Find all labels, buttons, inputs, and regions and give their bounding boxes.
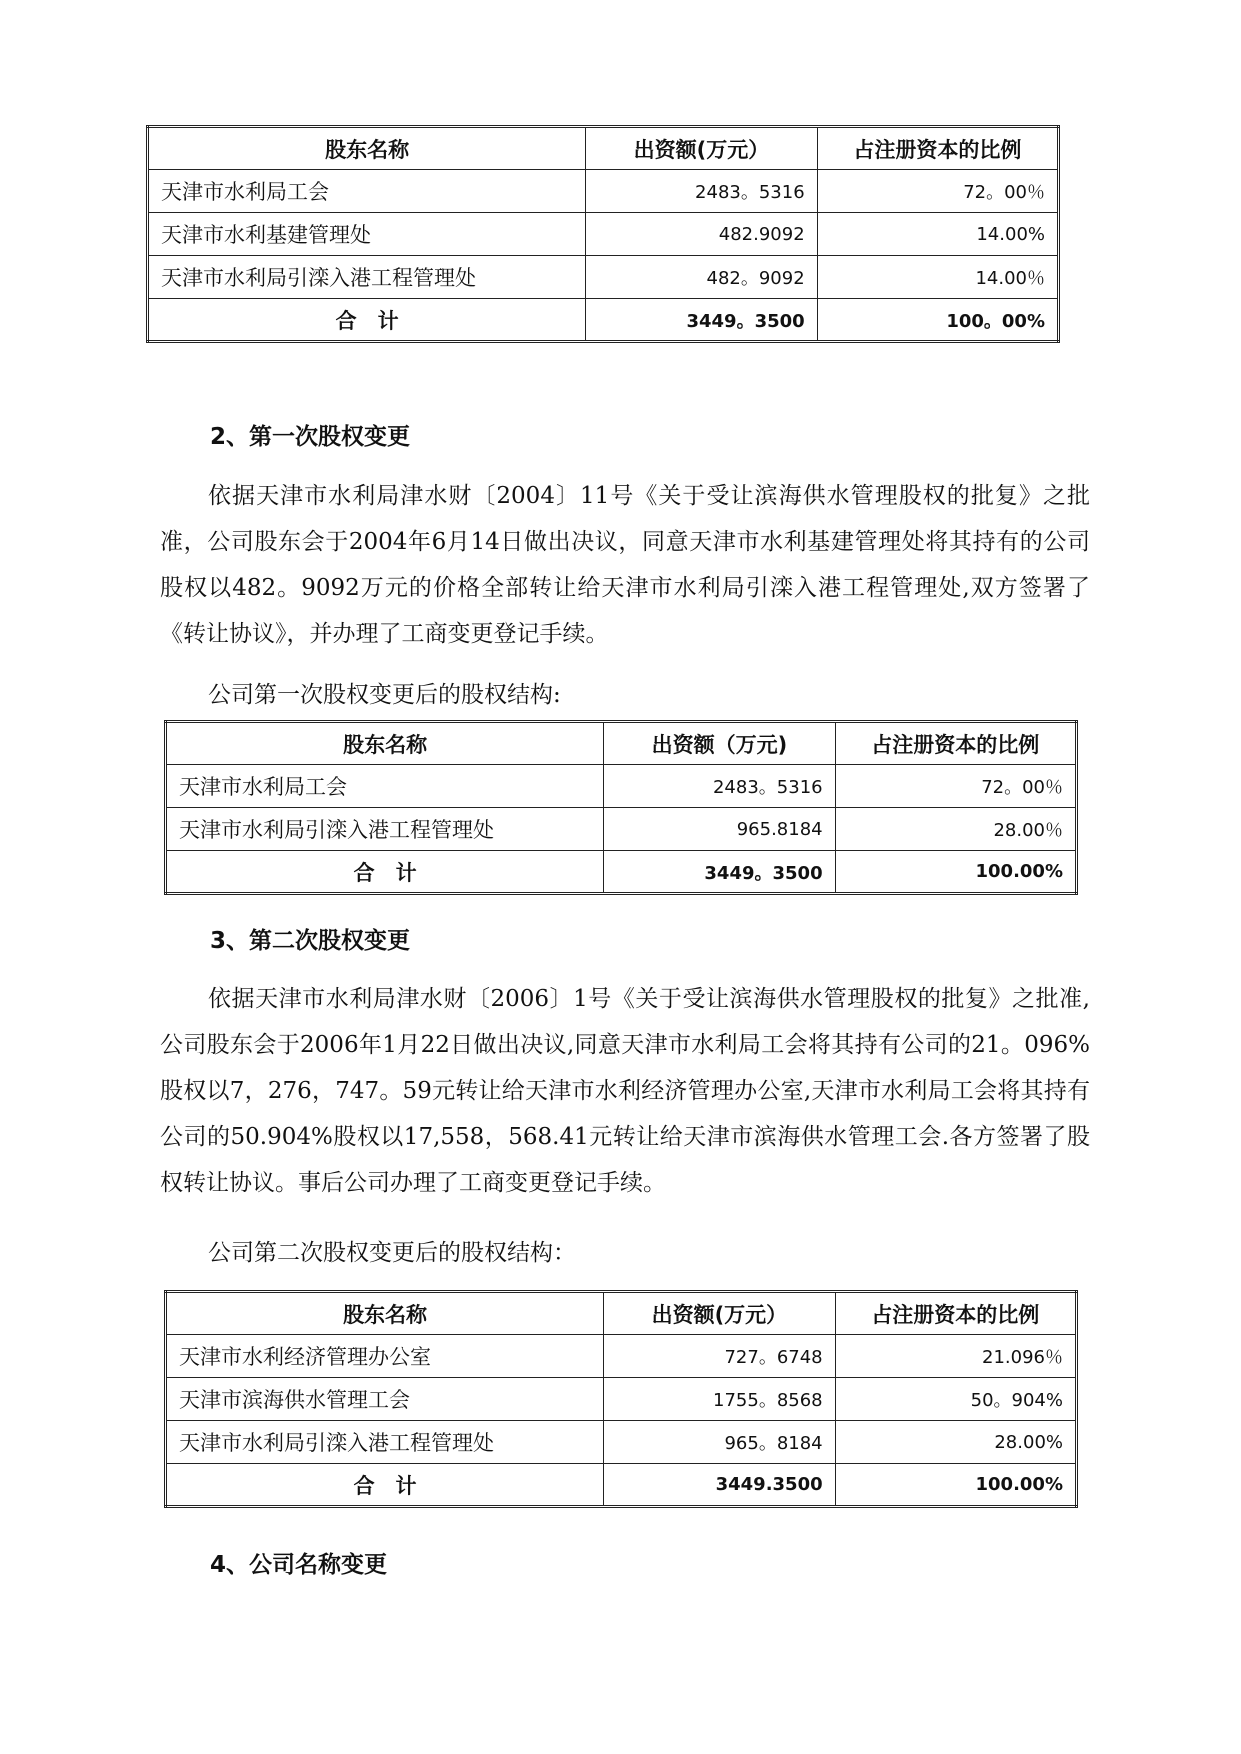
- contribution-amount: 482.9092: [586, 213, 817, 256]
- contribution-amount: 965。8184: [604, 1421, 836, 1464]
- total-ratio: 100。00%: [817, 299, 1058, 342]
- contribution-amount: 482。9092: [586, 256, 817, 299]
- total-ratio: 100.00%: [835, 851, 1076, 894]
- table-header-row: [166, 722, 1077, 765]
- total-label: 合 计: [166, 851, 604, 894]
- header-contribution: 出资额(万元）: [604, 1292, 836, 1335]
- section-heading-name-change: 4、公司名称变更: [210, 1552, 388, 1578]
- header-contribution: 出资额(万元）: [586, 127, 817, 170]
- capital-ratio: 72。00％: [817, 170, 1058, 213]
- table-row: [166, 1421, 1077, 1464]
- table-row: [166, 808, 1077, 851]
- capital-ratio: 28.00％: [835, 808, 1076, 851]
- table-total-row: [148, 299, 1059, 342]
- capital-ratio: 14.00%: [817, 213, 1058, 256]
- header-ratio: 占注册资本的比例: [835, 722, 1076, 765]
- shareholder-table-3: [164, 1290, 1078, 1508]
- header-contribution: 出资额（万元): [604, 722, 835, 765]
- shareholder-name: 天津市水利局工会: [166, 765, 604, 808]
- shareholder-name: 天津市水利局引滦入港工程管理处: [166, 808, 604, 851]
- contribution-amount: 2483。5316: [604, 765, 835, 808]
- shareholder-table-2: [164, 720, 1078, 895]
- total-contribution: 3449.3500: [604, 1464, 836, 1507]
- shareholder-table-1: [146, 125, 1060, 343]
- header-shareholder-name: 股东名称: [166, 722, 604, 765]
- contribution-amount: 2483。5316: [586, 170, 817, 213]
- section-heading-first-change: 2、第一次股权变更: [210, 424, 411, 450]
- table-header-row: [166, 1292, 1077, 1335]
- capital-ratio: 72。00％: [835, 765, 1076, 808]
- table-header-row: [148, 127, 1059, 170]
- contribution-amount: 1755。8568: [604, 1378, 836, 1421]
- total-contribution: 3449。3500: [604, 851, 835, 894]
- shareholder-name: 天津市水利经济管理办公室: [166, 1335, 604, 1378]
- header-ratio: 占注册资本的比例: [817, 127, 1058, 170]
- total-ratio: 100.00%: [835, 1464, 1076, 1507]
- table-row: [166, 1378, 1077, 1421]
- shareholder-name: 天津市滨海供水管理工会: [166, 1378, 604, 1421]
- total-label: 合 计: [148, 299, 586, 342]
- shareholder-name: 天津市水利基建管理处: [148, 213, 586, 256]
- table-total-row: [166, 1464, 1077, 1507]
- shareholder-name: 天津市水利局引滦入港工程管理处: [148, 256, 586, 299]
- total-label: 合 计: [166, 1464, 604, 1507]
- capital-ratio: 21.096％: [835, 1335, 1076, 1378]
- total-contribution: 3449。3500: [586, 299, 817, 342]
- header-shareholder-name: 股东名称: [148, 127, 586, 170]
- shareholder-name: 天津市水利局引滦入港工程管理处: [166, 1421, 604, 1464]
- contribution-amount: 727。6748: [604, 1335, 836, 1378]
- table-row: [148, 256, 1059, 299]
- section-paragraph-first-change: 依据天津市水利局津水财〔2004〕11号《关于受让滨海供水管理股权的批复》之批准，公司股东会于2004年6月14日做出决议，同意天津市水利基建管理处将其持有的公司股权以482。9092万元的价格全部转让给天津市水利局引滦入港工程管理处,双方签署了《转让协议》，并办理了工商变更登记手续。: [160, 483, 1090, 647]
- table-row: [148, 213, 1059, 256]
- table-row: [166, 765, 1077, 808]
- shareholder-name: 天津市水利局工会: [148, 170, 586, 213]
- header-shareholder-name: 股东名称: [166, 1292, 604, 1335]
- section-paragraph-second-change: 依据天津市水利局津水财〔2006〕1号《关于受让滨海供水管理股权的批复》之批准,公司股东会于2006年1月22日做出决议,同意天津市水利局工会将其持有公司的21。096%股权以7，276，747。59元转让给天津市水利经济管理办公室,天津市水利局工会将其持有公司的50.904%股权以17,558，568.41元转让给天津市滨海供水管理工会.各方签署了股权转让协议。事后公司办理了工商变更登记手续。: [160, 986, 1090, 1196]
- section-heading-second-change: 3、第二次股权变更: [210, 928, 411, 954]
- table-caption-first-change: 公司第一次股权变更后的股权结构:: [208, 682, 561, 708]
- table-caption-second-change: 公司第二次股权变更后的股权结构：: [208, 1240, 576, 1266]
- table-row: [148, 170, 1059, 213]
- capital-ratio: 50。904%: [835, 1378, 1076, 1421]
- capital-ratio: 14.00％: [817, 256, 1058, 299]
- table-total-row: [166, 851, 1077, 894]
- capital-ratio: 28.00%: [835, 1421, 1076, 1464]
- header-ratio: 占注册资本的比例: [835, 1292, 1076, 1335]
- contribution-amount: 965.8184: [604, 808, 835, 851]
- table-row: [166, 1335, 1077, 1378]
